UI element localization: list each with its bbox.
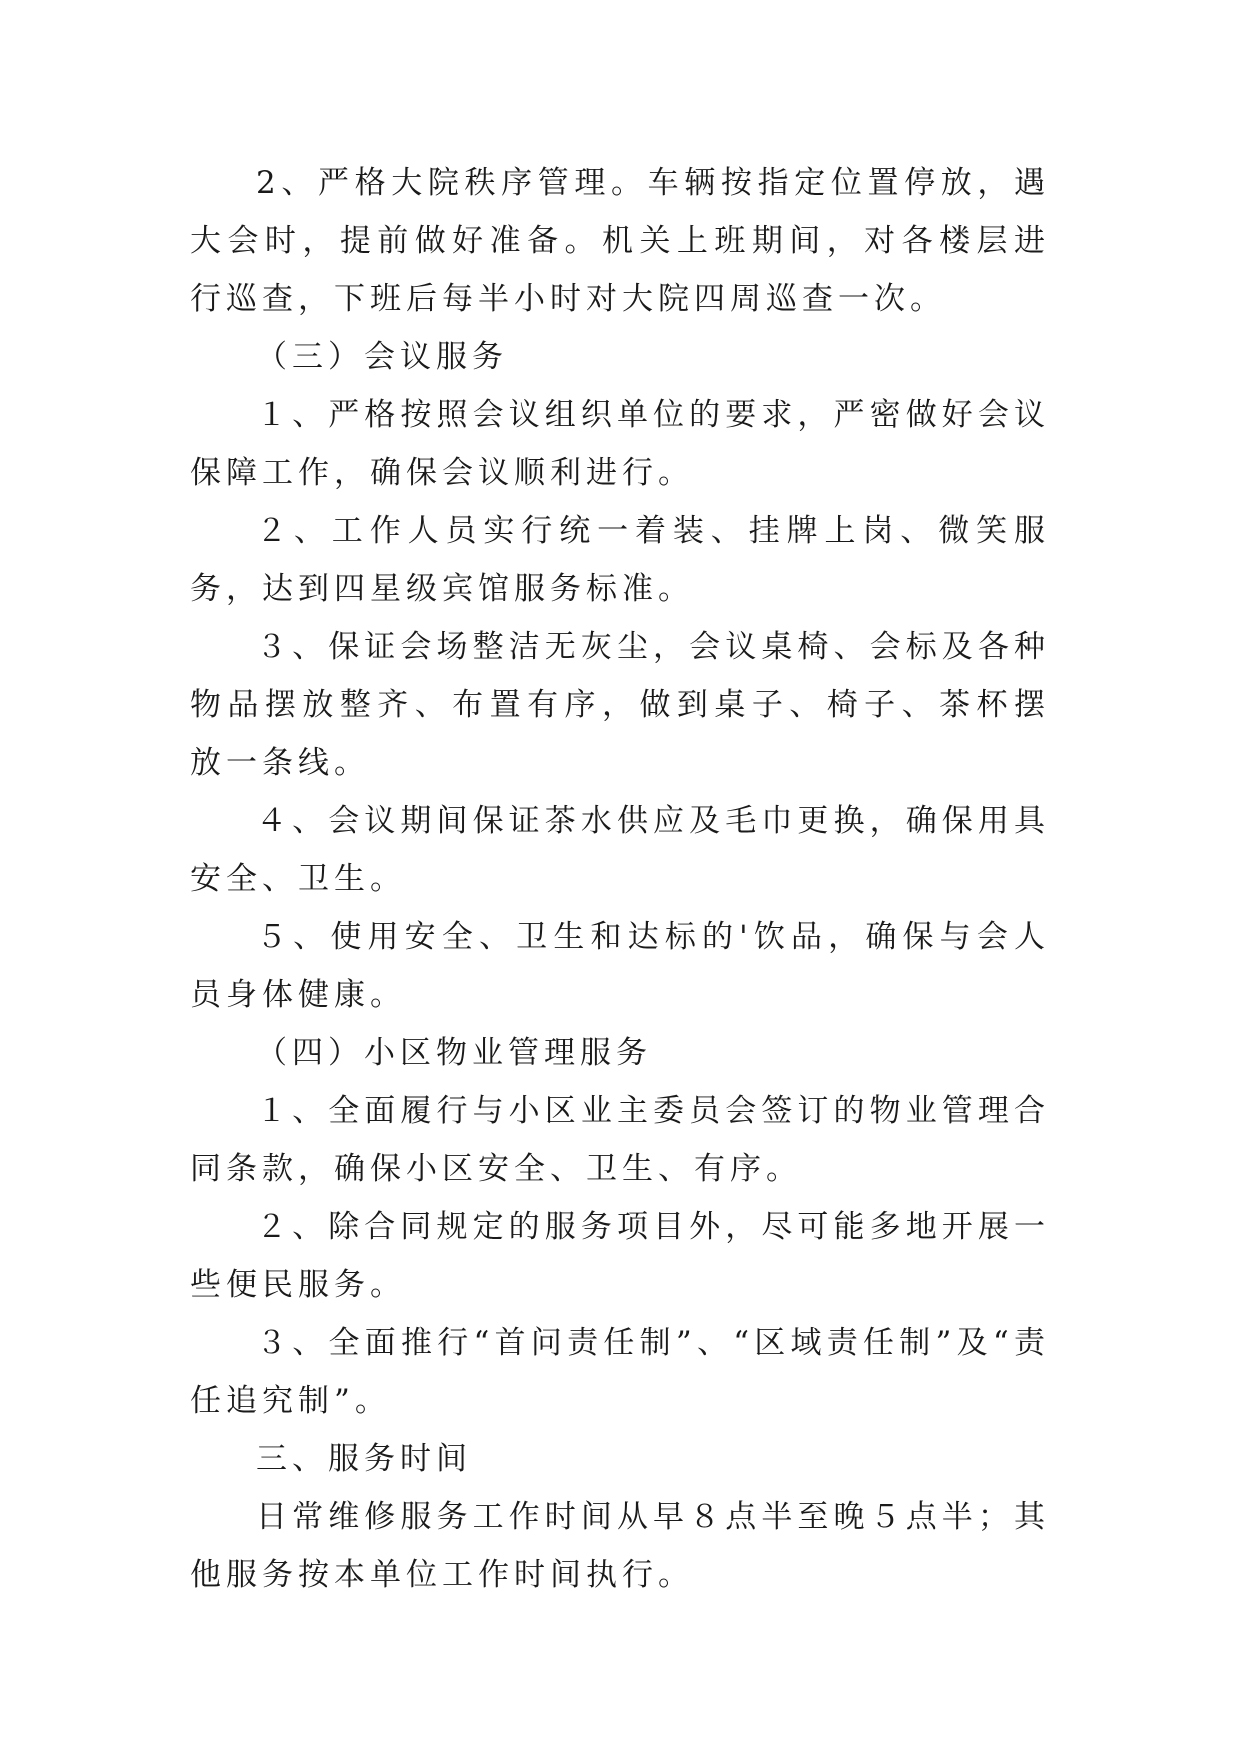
paragraph-tea-supply: ４、会议期间保证茶水供应及毛巾更换，确保用具安全、卫生。 xyxy=(190,803,1050,897)
paragraph-meeting-requirements: １、严格按照会议组织单位的要求，严密做好会议保障工作，确保会议顺利进行。 xyxy=(190,397,1050,491)
section-heading-property-management: （四）小区物业管理服务 xyxy=(256,1035,652,1071)
section-heading-service-hours: 三、服务时间 xyxy=(256,1441,472,1477)
section-heading-meeting-service: （三）会议服务 xyxy=(256,339,508,375)
document-body xyxy=(190,154,1050,1604)
paragraph-beverage-safety: ５、使用安全、卫生和达标的'饮品，确保与会人员身体健康。 xyxy=(190,919,1050,1013)
paragraph-responsibility-systems: ３、全面推行“首问责任制”、“区域责任制”及“责任追究制”。 xyxy=(190,1325,1050,1419)
paragraph-convenience-services: ２、除合同规定的服务项目外，尽可能多地开展一些便民服务。 xyxy=(190,1209,1050,1303)
paragraph-staff-uniform: ２、工作人员实行统一着装、挂牌上岗、微笑服务，达到四星级宾馆服务标准。 xyxy=(190,513,1050,607)
paragraph-venue-cleanliness: ３、保证会场整洁无灰尘，会议桌椅、会标及各种物品摆放整齐、布置有序，做到桌子、椅子、茶杯摆放一条线。 xyxy=(190,629,1050,781)
paragraph-working-hours: 日常维修服务工作时间从早８点半至晚５点半；其他服务按本单位工作时间执行。 xyxy=(190,1499,1050,1593)
paragraph-contract-terms: １、全面履行与小区业主委员会签订的物业管理合同条款，确保小区安全、卫生、有序。 xyxy=(190,1093,1050,1187)
paragraph-courtyard-order: 2、严格大院秩序管理。车辆按指定位置停放，遇大会时，提前做好准备。机关上班期间，对各楼层进行巡查，下班后每半小时对大院四周巡查一次。 xyxy=(190,165,1050,317)
